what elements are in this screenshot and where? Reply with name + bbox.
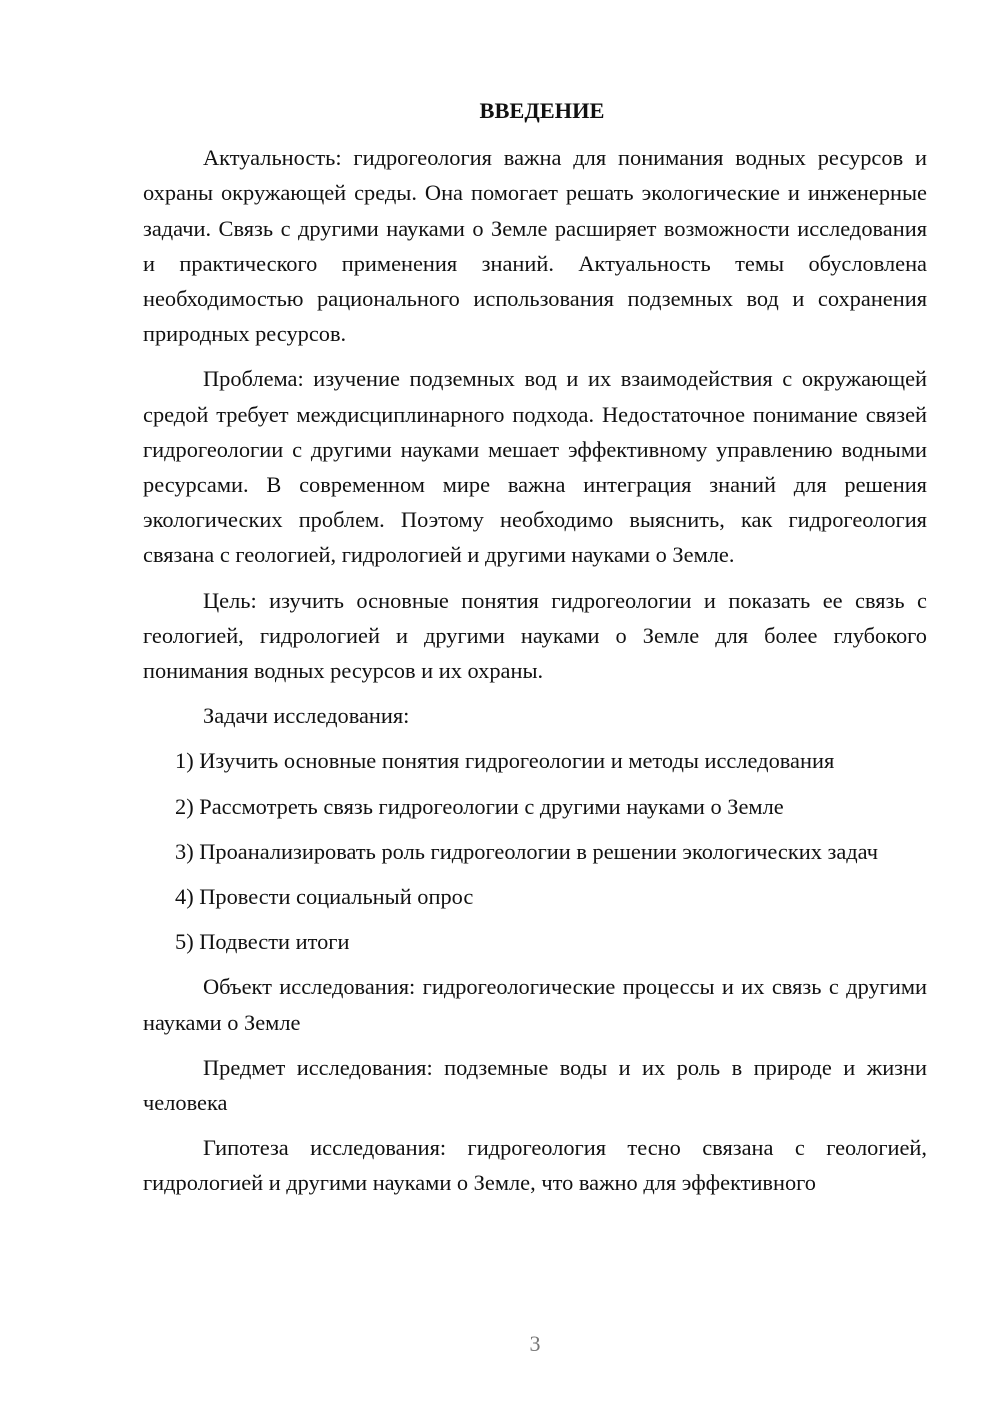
page-heading: ВВЕДЕНИЕ [479, 98, 605, 123]
subject-paragraph: Предмет исследования: подземные воды и их роль в природе и жизни человека [143, 1054, 927, 1116]
tasks-title: Задачи исследования: [203, 703, 410, 729]
task-item: 2) Рассмотреть связь гидрогеологии с другими науками о Земле [175, 793, 784, 819]
goal-paragraph: Цель: изучить основные понятия гидрогеологии и показать ее связь с геологией, гидрологией и другими науками о Земле для более глубокого понимания водных ресурсов и их охраны. [143, 587, 927, 684]
page-number: 3 [529, 1331, 541, 1356]
object-paragraph: Объект исследования: гидрогеологические процессы и их связь с другими науками о Земле [143, 974, 927, 1035]
task-item: 5) Подвести итоги [175, 929, 350, 955]
task-item: 3) Проанализировать роль гидрогеологии в решении экологических задач [175, 838, 878, 864]
page-content [143, 93, 927, 1211]
problem-paragraph: Проблема: изучение подземных вод и их взаимодействия с окружающей средой требует междисциплинарного подхода. Недостаточное понимание связей гидрогеологии с другими науками мешает эффективному управлению водными ресурсами. В современном мире важна интеграция знаний для решения экологических проблем. Поэтому необходимо выяснить, как гидрогеология связана с геологией, гидрологией и другими науками о Земле. [143, 366, 927, 568]
task-item: 1) Изучить основные понятия гидрогеологии и методы исследования [175, 748, 835, 774]
task-item: 4) Провести социальный опрос [175, 884, 474, 910]
relevance-paragraph: Актуальность: гидрогеология важна для понимания водных ресурсов и охраны окружающей среды. Она помогает решать экологические и инженерные задачи. Связь с другими науками о Земле расширяет возможности исследования и практического применения знаний. Актуальность темы обусловлена необходимостью рационального использования подземных вод и сохранения природных ресурсов. [143, 145, 927, 347]
hypothesis-paragraph: Гипотеза исследования: гидрогеология тесно связана с геологией, гидрологией и другими науками о Земле, что важно для эффективного [143, 1135, 927, 1196]
